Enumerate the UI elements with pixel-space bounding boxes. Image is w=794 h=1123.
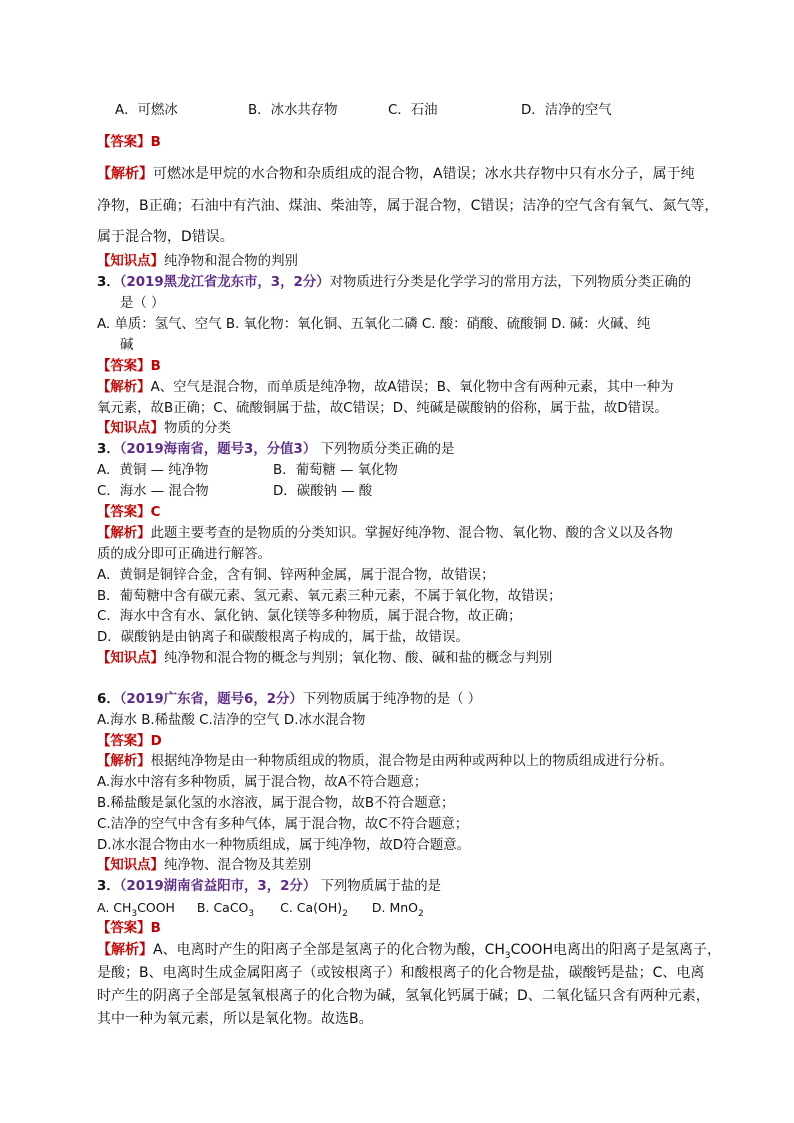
q1-analysis-line: [97, 164, 695, 184]
question-number: 3．: [97, 442, 120, 457]
q2-analysis-line: 氧元素，故B正确；C、硫酸铜属于盐，故C错误；D、纯碱是碳酸钠的俗称，属于盐，故D错误。: [97, 401, 668, 416]
q3-option-a: A．黄铜 — 纯净物: [97, 463, 209, 478]
question-source: （2019广东省，题号6，2分）: [119, 692, 303, 707]
question-source: （2019湖南省益阳市，3，2分）: [119, 879, 317, 894]
kp-label: 【知识点】: [97, 254, 164, 269]
analysis-label: 【解析】: [97, 380, 151, 395]
q3-analysis-line: B．葡萄糖中含有碳元素、氢元素、氧元素三种元素，不属于氧化物，故错误；: [97, 589, 562, 604]
q5-analysis-line: 【解析】A、电离时产生的阳离子全部是氢离子的化合物为酸，$CH_3COOH$电离出的阳离子是氢离子，: [97, 942, 721, 961]
q5-analysis-line: 其中一种为氧元素，所以是氧化物。故选B。: [97, 1011, 373, 1027]
question-source: （2019黑龙江省龙东市，3，2分）: [119, 275, 330, 290]
q3-analysis-line: 质的成分即可正确进行解答。: [97, 547, 272, 562]
q4-analysis-line: A.海水中溶有多种物质，属于混合物，故A不符合题意；: [97, 775, 428, 790]
question-number: 6．: [97, 692, 120, 707]
q3-knowledge-point: [97, 649, 552, 668]
analysis-label: 【解析】: [97, 754, 151, 769]
q2-answer: [97, 357, 161, 376]
answer-label: 【答案】: [97, 734, 151, 749]
q3-option-c: C．海水 — 混合物: [97, 484, 209, 499]
q2-stem: [97, 273, 691, 292]
kp-label: 【知识点】: [97, 421, 164, 436]
q1-analysis-line: 属于混合物，D错误。: [97, 229, 234, 245]
q4-analysis-line: [97, 752, 673, 771]
question-stem: 下列物质属于盐的是: [316, 879, 441, 894]
q5-analysis-line: 是酸；B、电离时生成金属阳离子（或铵根离子）和酸根离子的化合物是盐，碳酸钙是盐；C、电离: [97, 965, 705, 981]
answer-label: 【答案】: [97, 505, 151, 520]
q3-analysis-line: A．黄铜是铜锌合金，含有铜、锌两种金属，属于混合物，故错误；: [97, 568, 495, 583]
q3-analysis-line: C．海水中含有水、氯化钠、氯化镁等多种物质，属于混合物，故正确；: [97, 609, 522, 624]
q3-analysis-line: D．碳酸钠是由钠离子和碳酸根离子构成的，属于盐，故错误。: [97, 630, 469, 645]
q5-answer: [97, 919, 161, 938]
q3-analysis-line: [97, 524, 673, 543]
q2-analysis-line: [97, 378, 674, 397]
q1-knowledge-point: [97, 252, 298, 271]
q1-analysis-line: 净物，B正确；石油中有汽油、煤油、柴油等，属于混合物，C错误；洁净的空气含有氧气、氮气等，: [97, 198, 719, 214]
q5-options: [97, 898, 424, 920]
q3-option-b: B．葡萄糖 — 氧化物: [273, 463, 398, 478]
q5-option-d: D. MnO$_2$: [371, 900, 424, 919]
answer-label: 【答案】: [97, 359, 151, 374]
q5-option-b: B. CaCO$_3$: [196, 900, 255, 919]
q1-option-d: D．洁净的空气: [521, 103, 612, 118]
q1-answer: [97, 133, 161, 152]
q4-stem: [97, 690, 481, 709]
q3-option-d: D．碳酸钠 — 酸: [273, 484, 373, 499]
q2-stem-cont: 是（ ）: [120, 296, 165, 311]
q1-option-c: C．石油: [388, 103, 438, 118]
kp-text: 纯净物和混合物的判别: [163, 254, 298, 269]
q4-answer: [97, 732, 162, 751]
question-number: 3．: [97, 879, 120, 894]
kp-text: 物质的分类: [163, 421, 231, 436]
question-stem: 下列物质属于纯净物的是（ ）: [302, 692, 482, 707]
q4-options: A.海水 B.稀盐酸 C.洁净的空气 D.冰水混合物: [97, 713, 366, 728]
analysis-text: 可燃冰是甲烷的水合物和杂质组成的混合物，A错误；冰水共存物中只有水分子，属于纯: [153, 166, 695, 182]
kp-label: 【知识点】: [97, 858, 164, 873]
analysis-text: A、空气是混合物，而单质是纯净物，故A错误；B、氧化物中含有两种元素，其中一种为: [150, 380, 674, 395]
q2-knowledge-point: [97, 419, 231, 438]
q4-analysis-line: B.稀盐酸是氯化氢的水溶液，属于混合物，故B不符合题意；: [97, 796, 455, 811]
q1-option-b: B．冰水共存物: [248, 103, 338, 118]
q5-analysis-line: 时产生的阴离子全部是氢氧根离子的化合物为碱，氢氧化钙属于碱；D、二氧化锰只含有两种元素，: [97, 988, 710, 1004]
question-number: 3．: [97, 275, 120, 290]
analysis-text: 此题主要考查的是物质的分类知识。掌握好纯净物、混合物、氧化物、酸的含义以及各物: [150, 526, 673, 541]
q4-analysis-line: C.洁净的空气中含有多种气体，属于混合物，故C不符合题意；: [97, 817, 469, 832]
analysis-label: 【解析】: [97, 526, 151, 541]
q3-answer: [97, 503, 160, 522]
q3-stem: [97, 440, 454, 459]
kp-label: 【知识点】: [97, 651, 164, 666]
kp-text: 纯净物和混合物的概念与判别；氧化物、酸、碱和盐的概念与判别: [163, 651, 553, 666]
answer-label: 【答案】: [97, 921, 151, 936]
question-source: （2019海南省，题号3，分值3）: [119, 442, 317, 457]
q5-option-c: C. $Ca(OH)_2$: [280, 900, 348, 919]
answer-value: C: [150, 505, 161, 520]
q2-options: A. 单质：氢气、空气 B. 氧化物：氧化铜、五氧化二磷 C. 酸：硝酸、硫酸铜 D. 碱：火碱、纯: [97, 317, 651, 332]
analysis-label: 【解析】: [97, 166, 153, 182]
question-stem: 下列物质分类正确的是: [316, 442, 455, 457]
q1-option-a: A．可燃冰: [115, 103, 178, 118]
q4-knowledge-point: [97, 856, 311, 875]
answer-label: 【答案】: [97, 135, 151, 150]
answer-value: B: [150, 921, 161, 936]
q5-stem: [97, 877, 441, 896]
q4-analysis-line: D.冰水混合物由水一种物质组成，属于纯净物，故D符合题意。: [97, 838, 471, 853]
answer-value: B: [150, 359, 161, 374]
kp-text: 纯净物、混合物及其差别: [163, 858, 312, 873]
analysis-label: 【解析】: [97, 942, 153, 958]
answer-value: B: [150, 135, 161, 150]
analysis-text: 根据纯净物是由一种物质组成的物质，混合物是由两种或两种以上的物质组成进行分析。: [150, 754, 673, 769]
answer-value: D: [150, 734, 162, 749]
q5-option-a: A. $CH_3COOH$: [97, 900, 175, 919]
question-stem: 对物质进行分类是化学学习的常用方法，下列物质分类正确的: [329, 275, 692, 290]
q2-options-cont: 碱: [120, 338, 134, 353]
